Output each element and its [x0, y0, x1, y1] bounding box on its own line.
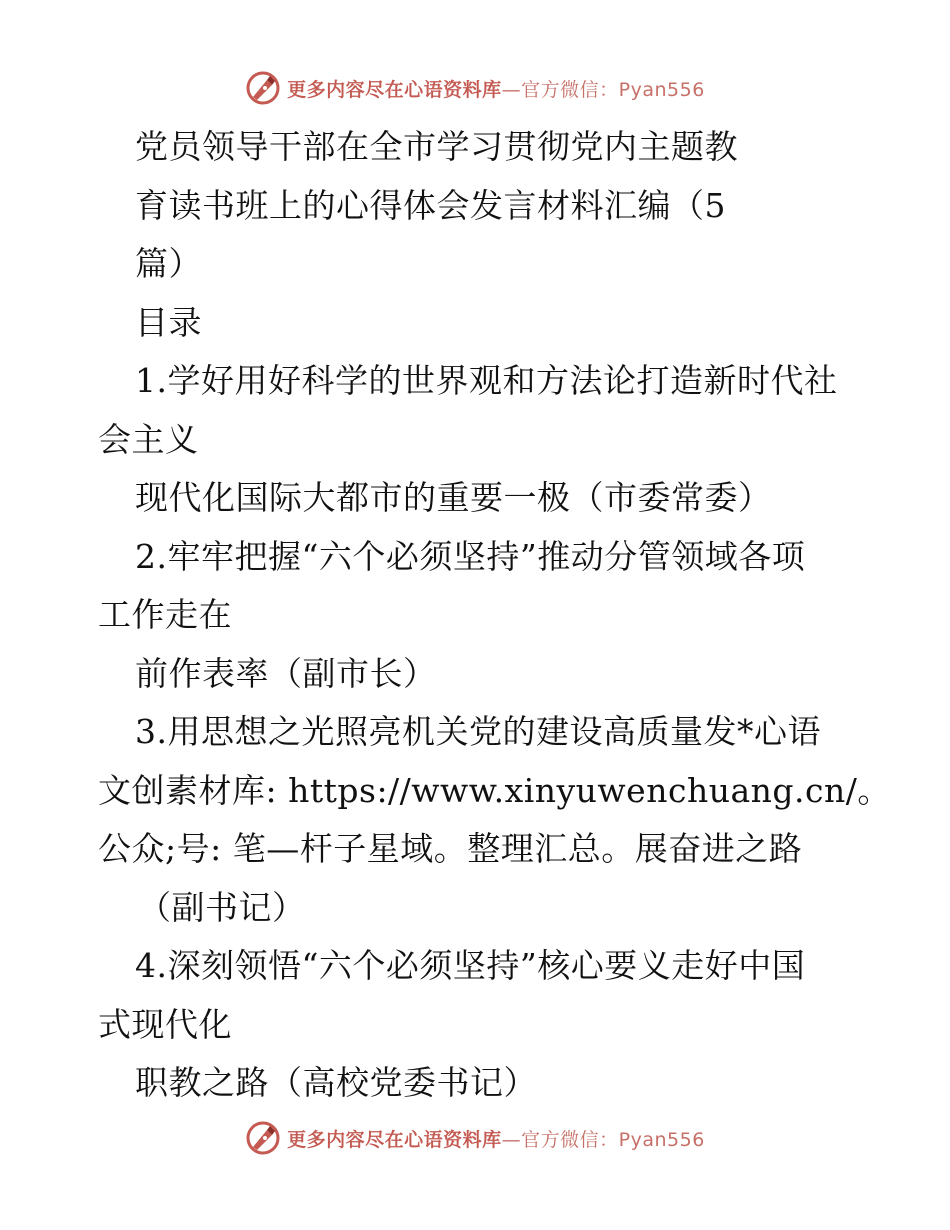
toc-item-4-line-3: 职教之路（高校党委书记）: [135, 1063, 537, 1102]
toc-item-3-line-3: 公众;号: 笔—杆子星域。整理汇总。展奋进之路: [98, 829, 803, 868]
toc-heading: 目录: [135, 302, 202, 342]
toc-item-3-line-2: 文创素材库: https://www.xinyuwenchuang.cn/。: [98, 770, 891, 810]
pen-logo-icon: [245, 1120, 281, 1156]
footer-watermark-text: 更多内容尽在心语资料库—官方微信：Pyan556: [287, 1128, 705, 1151]
pen-logo-icon: [245, 70, 281, 106]
toc-item-4-line-2: 式现代化: [98, 1004, 232, 1044]
toc-item-1-line-2: 会主义: [98, 419, 199, 459]
header-watermark-text: 更多内容尽在心语资料库—官方微信：Pyan556: [287, 78, 705, 101]
document-body: [98, 118, 891, 1113]
toc-item-2-line-3: 前作表率（副市长）: [135, 653, 437, 693]
header-watermark-banner: [0, 68, 950, 108]
toc-item-2-line-2: 工作走在: [98, 595, 232, 634]
doc-title-line-2: 育读书班上的心得体会发言材料汇编（5: [135, 185, 726, 225]
doc-title-line-3: 篇）: [135, 244, 202, 283]
toc-item-2-line-1: 2.牢牢把握“六个必须坚持”推动分管领域各项: [135, 536, 806, 576]
toc-item-4-line-1: 4.深刻领悟“六个必须坚持”核心要义走好中国: [135, 946, 806, 985]
footer-watermark-banner: [0, 1118, 950, 1158]
doc-title-line-1: 党员领导干部在全市学习贯彻党内主题教: [135, 127, 738, 166]
toc-item-3-line-4: （副书记）: [138, 887, 306, 927]
toc-item-3-line-1: 3.用思想之光照亮机关党的建设高质量发*心语: [135, 712, 821, 751]
toc-item-1-line-1: 1.学好用好科学的世界观和方法论打造新时代社: [135, 361, 838, 400]
toc-item-1-line-3: 现代化国际大都市的重要一极（市委常委）: [135, 478, 772, 517]
